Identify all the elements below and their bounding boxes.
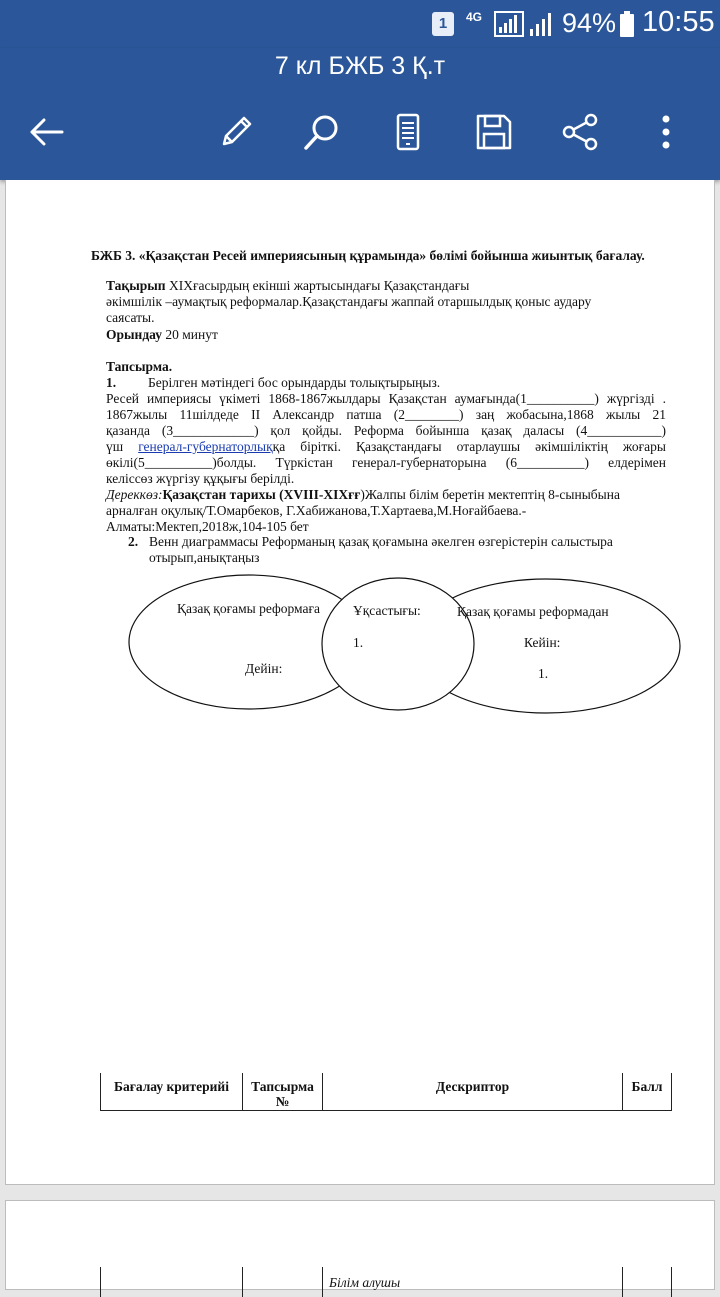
task1-title: Берілген мәтіндегі бос орындарды толықтырыңыз. — [148, 375, 441, 390]
back-arrow-icon — [26, 112, 66, 152]
save-icon — [474, 112, 514, 152]
task1-title-line — [106, 375, 666, 391]
task2-line-2: отырып,анықтаңыз — [149, 550, 260, 565]
back-button[interactable] — [22, 108, 70, 156]
task1-line-3: қазанда (3____________) қол қойды. Реформа бойынша қазақ даласы (4___________) — [106, 423, 666, 438]
governorate-link[interactable]: генерал-губернаторлық — [138, 439, 273, 454]
duration-line: Орындау 20 минут — [106, 327, 218, 342]
notification-badge: 1 — [432, 12, 454, 36]
task2-number: 2. — [128, 534, 139, 549]
search-icon — [302, 112, 342, 152]
venn-diagram — [126, 572, 686, 717]
col-descriptor: Дескриптор — [322, 1073, 622, 1111]
topic-line-3: саясаты. — [106, 310, 155, 325]
venn-right-item: 1. — [538, 666, 549, 681]
task1-line-1: Ресей империясы үкіметі 1868-1867жылдары Қазақстан аумағында(1__________) жүргізді . — [106, 391, 666, 406]
source-line-3: Алматы:Мектеп,2018ж,104-105 бет — [106, 519, 309, 534]
source-label: Дереккөз: — [106, 487, 163, 502]
topic-label: Тақырып — [106, 278, 166, 293]
source-line-2: арналған оқулық/Т.Омарбеков, Г.Хабижанова,Т.Хартаева,М.Ноғайбаева.- — [106, 503, 527, 518]
col-criteria: Бағалау критерийі — [100, 1073, 242, 1111]
table-cell — [100, 1267, 242, 1297]
mobile-view-button[interactable] — [384, 108, 432, 156]
status-bar — [0, 0, 720, 48]
topic-line-1: Тақырып XIXғасырдың екінші жартысындағы Қазақстандағы — [106, 278, 470, 293]
descriptor-cell: Білім алушы — [322, 1267, 622, 1297]
document-page-2[interactable] — [5, 1200, 715, 1290]
share-icon — [560, 112, 600, 152]
battery-icon — [619, 11, 635, 37]
signal-bars-icon — [528, 11, 556, 37]
venn-right-title: Қазақ қоғамы реформадан — [457, 604, 609, 619]
venn-middle-item: 1. — [353, 635, 364, 650]
source-line-1: Дереккөз:Қазақстан тарихы (XVIII-XIXғғ)Жалпы білім беретін мектептің 8-сыныбына — [106, 487, 620, 502]
assessment-table — [100, 1073, 672, 1111]
table-cell — [622, 1267, 672, 1297]
task1-line-4: үш генерал-губернаторлыққа біріткі. Қазақстандағы отарлаушы әкімшіліктің жоғары — [106, 439, 666, 454]
col-task-number: Тапсырма № — [242, 1073, 322, 1111]
search-button[interactable] — [298, 108, 346, 156]
task1-line-5: өкілі(5__________)болды. Түркістан генерал-губернаторына (6__________) елдерімен — [106, 455, 666, 470]
col-score: Балл — [622, 1073, 672, 1111]
more-options-button[interactable] — [642, 108, 690, 156]
document-heading: БЖБ 3. «Қазақстан Ресей империясының құрамында» бөлімі бойынша жиынтық бағалау. — [91, 248, 645, 263]
pencil-icon — [216, 112, 256, 152]
topic-line-2: әкімшілік –аумақтық реформалар.Қазақстандағы жаппай отаршылдық қоныс аудару — [106, 294, 592, 309]
share-button[interactable] — [556, 108, 604, 156]
save-button[interactable] — [470, 108, 518, 156]
mobile-view-icon — [388, 112, 428, 152]
assessment-table-continued — [100, 1267, 672, 1297]
more-icon — [646, 112, 686, 152]
battery-percent: 94% — [562, 8, 617, 38]
task1-line-2: 1867жылы 11шілдеде II Александр патша (2________) заң жобасына,1868 жылы 21 — [106, 407, 666, 422]
venn-middle-circle — [322, 578, 474, 710]
task1-line-6: келіссөз жүргізу құқығы берілді. — [106, 471, 295, 486]
clock: 10:55 — [642, 6, 715, 38]
document-title: 7 кл БЖБ 3 Қ.т — [274, 52, 446, 80]
edit-button[interactable] — [212, 108, 260, 156]
task1-number: 1. — [106, 375, 117, 390]
signal-strength-icon — [494, 11, 524, 37]
task2-line-1: 2. Венн диаграммасы Реформаның қазақ қоғамына әкелген өзгерістерін салыстыра — [128, 534, 613, 549]
document-page[interactable] — [5, 180, 715, 1185]
task-label: Тапсырма. — [106, 359, 173, 374]
venn-right-sub: Кейін: — [524, 635, 561, 650]
venn-left-title: Қазақ қоғамы реформаға — [177, 601, 321, 616]
table-cell — [242, 1267, 322, 1297]
source-title: Қазақстан тарихы (XVIII-XIXғғ — [162, 487, 361, 502]
app-bar — [0, 48, 720, 180]
duration-label: Орындау — [106, 327, 162, 342]
venn-middle-title: Ұқсастығы: — [353, 603, 421, 618]
network-type-label: 4G — [466, 10, 483, 24]
venn-left-sub: Дейін: — [245, 661, 283, 676]
